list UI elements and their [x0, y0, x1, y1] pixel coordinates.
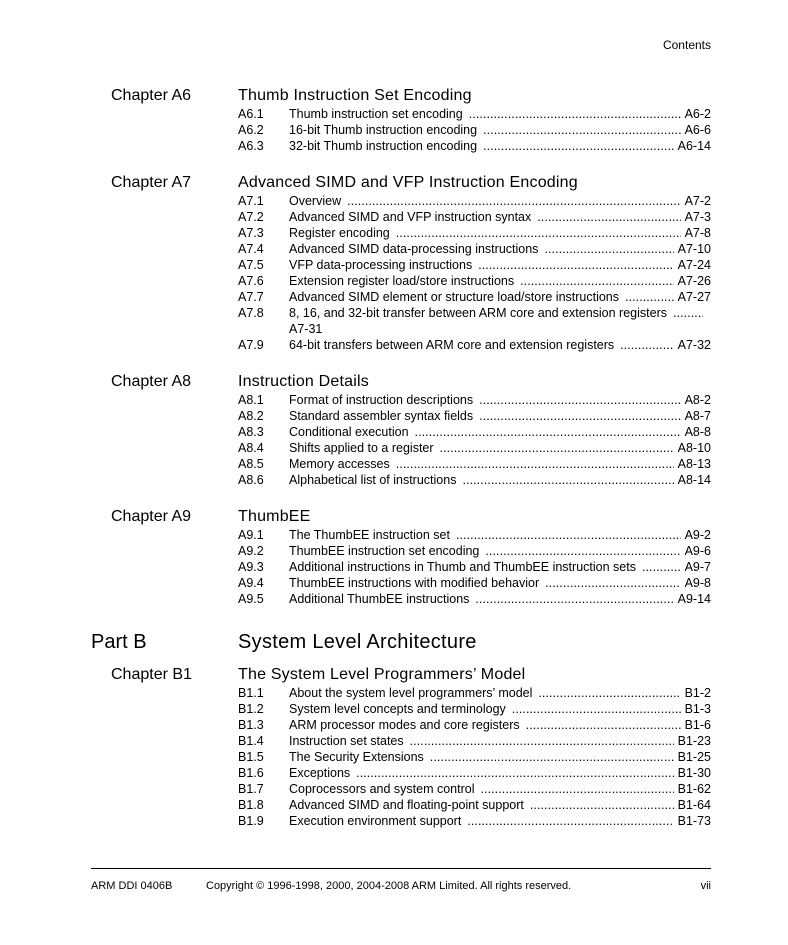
- section-number: B1.3: [238, 718, 264, 732]
- leader-dots: [673, 305, 703, 321]
- section-title[interactable]: 8, 16, and 32-bit transfer between ARM core and extension registers: [289, 306, 667, 320]
- entry-body: [289, 193, 711, 209]
- leader-dots: [544, 241, 673, 257]
- toc-entry[interactable]: [238, 440, 711, 456]
- section-title[interactable]: Standard assembler syntax fields: [289, 409, 474, 423]
- toc-entry[interactable]: [238, 456, 711, 472]
- section-title[interactable]: The Security Extensions: [289, 750, 424, 764]
- section-title[interactable]: Coprocessors and system control: [289, 782, 475, 796]
- page-reference[interactable]: A9-14: [677, 592, 711, 606]
- leader-dots: [483, 122, 681, 138]
- section-number: A9.5: [238, 592, 264, 606]
- page-reference[interactable]: A8-14: [677, 473, 711, 487]
- chapter-title[interactable]: Advanced SIMD and VFP Instruction Encoding: [238, 174, 578, 191]
- toc-entry-list: [238, 527, 711, 607]
- section-title[interactable]: Exceptions: [289, 766, 351, 780]
- toc-entry[interactable]: [238, 765, 711, 781]
- section-title[interactable]: Register encoding: [289, 226, 390, 240]
- part-title[interactable]: System Level Architecture: [238, 631, 477, 653]
- page-reference[interactable]: B1-30: [677, 766, 711, 780]
- entry-body: [289, 765, 711, 781]
- page-reference[interactable]: A6-14: [677, 139, 711, 153]
- leader-dots: [479, 392, 680, 408]
- leader-dots: [537, 209, 680, 225]
- leader-dots: [475, 591, 673, 607]
- leader-dots: [396, 225, 681, 241]
- section-number: A9.2: [238, 544, 264, 558]
- leader-dots: [520, 273, 674, 289]
- leader-dots: [469, 106, 681, 122]
- section-title[interactable]: VFP data-processing instructions: [289, 258, 473, 272]
- entry-body: [289, 305, 711, 337]
- section-title[interactable]: 16-bit Thumb instruction encoding: [289, 123, 478, 137]
- chapter-title[interactable]: Thumb Instruction Set Encoding: [238, 87, 472, 104]
- section-number: A6.3: [238, 139, 264, 153]
- leader-dots: [479, 408, 680, 424]
- section-title[interactable]: ARM processor modes and core registers: [289, 718, 520, 732]
- section-title[interactable]: Memory accesses: [289, 457, 390, 471]
- leader-dots: [485, 543, 680, 559]
- section-number: A7.8: [238, 306, 264, 320]
- entry-body: [289, 424, 711, 440]
- page-reference[interactable]: A7-24: [677, 258, 711, 272]
- page-reference[interactable]: B1-6: [684, 718, 711, 732]
- entry-body: [289, 337, 711, 353]
- chapter-section: [0, 507, 788, 607]
- entry-body: [289, 456, 711, 472]
- section-number: A7.4: [238, 242, 264, 256]
- section-number: A8.2: [238, 409, 264, 423]
- section-title[interactable]: Advanced SIMD and VFP instruction syntax: [289, 210, 532, 224]
- entry-line: [289, 305, 711, 321]
- toc-entry[interactable]: [238, 337, 711, 353]
- toc-entry[interactable]: [238, 138, 711, 154]
- page-reference[interactable]: A9-2: [684, 528, 711, 542]
- entry-body: [289, 289, 711, 305]
- page-reference[interactable]: A7-27: [677, 290, 711, 304]
- page-reference[interactable]: B1-23: [677, 734, 711, 748]
- leader-dots: [512, 701, 681, 717]
- entry-body: [289, 527, 711, 543]
- toc-entry[interactable]: [238, 749, 711, 765]
- page-reference[interactable]: A8-13: [677, 457, 711, 471]
- toc-entry[interactable]: [238, 527, 711, 543]
- entry-body: [289, 543, 711, 559]
- toc-entry[interactable]: [238, 701, 711, 717]
- page-reference[interactable]: B1-3: [684, 702, 711, 716]
- leader-dots: [545, 575, 680, 591]
- toc-entry[interactable]: [238, 543, 711, 559]
- section-number: B1.7: [238, 782, 264, 796]
- chapter-label: Chapter A8: [111, 373, 192, 390]
- leader-dots: [410, 733, 674, 749]
- entry-body: [289, 273, 711, 289]
- entry-body: [289, 257, 711, 273]
- chapter-section: [0, 372, 788, 488]
- table-of-contents: [0, 86, 788, 829]
- part-heading: [0, 629, 788, 655]
- section-title[interactable]: Overview: [289, 194, 342, 208]
- chapter-title[interactable]: Instruction Details: [238, 373, 369, 390]
- section-number: A7.6: [238, 274, 264, 288]
- toc-entry[interactable]: [238, 257, 711, 273]
- leader-dots: [396, 456, 674, 472]
- section-title[interactable]: Thumb instruction set encoding: [289, 107, 463, 121]
- section-title[interactable]: ThumbEE instruction set encoding: [289, 544, 480, 558]
- toc-entry-list: [238, 685, 711, 829]
- entry-body: [289, 591, 711, 607]
- section-number: B1.4: [238, 734, 264, 748]
- entry-body: [289, 813, 711, 829]
- leader-dots: [356, 765, 673, 781]
- leader-dots: [538, 685, 680, 701]
- toc-entry[interactable]: [238, 392, 711, 408]
- toc-entry[interactable]: [238, 106, 711, 122]
- section-title[interactable]: Instruction set states: [289, 734, 404, 748]
- section-title[interactable]: Advanced SIMD element or structure load/store instructions: [289, 290, 620, 304]
- page-reference[interactable]: A8-8: [684, 425, 711, 439]
- entry-body: [289, 440, 711, 456]
- toc-entry[interactable]: [238, 717, 711, 733]
- entry-body: [289, 575, 711, 591]
- toc-entry[interactable]: [238, 685, 711, 701]
- leader-dots: [642, 559, 681, 575]
- section-number: A8.1: [238, 393, 264, 407]
- entry-body: [289, 392, 711, 408]
- toc-entry[interactable]: [238, 193, 711, 209]
- leader-dots: [481, 781, 674, 797]
- part-label: Part B: [91, 631, 147, 653]
- section-title[interactable]: Advanced SIMD and floating-point support: [289, 798, 524, 812]
- page-reference[interactable]: A9-8: [684, 576, 711, 590]
- section-number: B1.8: [238, 798, 264, 812]
- section-title[interactable]: System level concepts and terminology: [289, 702, 506, 716]
- section-number: A6.2: [238, 123, 264, 137]
- toc-entry[interactable]: [238, 591, 711, 607]
- entry-body: [289, 106, 711, 122]
- running-header: Contents: [662, 38, 711, 52]
- entry-line: [289, 321, 711, 337]
- footer-divider: [91, 868, 711, 869]
- document-id: ARM DDI 0406B: [91, 880, 173, 892]
- page-footer: [91, 880, 711, 892]
- entry-body: [289, 122, 711, 138]
- entry-body: [289, 408, 711, 424]
- entry-body: [289, 209, 711, 225]
- leader-dots: [415, 424, 681, 440]
- toc-entry[interactable]: [238, 289, 711, 305]
- page-reference[interactable]: A8-7: [684, 409, 711, 423]
- entry-body: [289, 781, 711, 797]
- section-title[interactable]: The ThumbEE instruction set: [289, 528, 450, 542]
- section-title[interactable]: 64-bit transfers between ARM core and extension registers: [289, 338, 615, 352]
- section-number: A8.5: [238, 457, 264, 471]
- leader-dots: [625, 289, 674, 305]
- chapter-section: [0, 665, 788, 829]
- page-reference[interactable]: A7-8: [684, 226, 711, 240]
- chapter-title[interactable]: The System Level Programmers’ Model: [238, 666, 526, 683]
- leader-dots: [456, 527, 681, 543]
- page-reference[interactable]: A7-3: [684, 210, 711, 224]
- leader-dots: [620, 337, 673, 353]
- page-reference[interactable]: A7-2: [684, 194, 711, 208]
- chapter-section: [0, 86, 788, 154]
- toc-entry[interactable]: [238, 225, 711, 241]
- toc-entry[interactable]: [238, 209, 711, 225]
- section-number: A7.9: [238, 338, 264, 352]
- copyright-notice: Copyright © 1996-1998, 2000, 2004-2008 ARM Limited. All rights reserved.: [206, 880, 572, 892]
- section-number: B1.5: [238, 750, 264, 764]
- chapter-label: Chapter A9: [111, 508, 192, 525]
- section-title[interactable]: Extension register load/store instructions: [289, 274, 515, 288]
- section-number: A7.3: [238, 226, 264, 240]
- page-reference[interactable]: A6-6: [684, 123, 711, 137]
- page-reference[interactable]: A9-6: [684, 544, 711, 558]
- section-number: A7.7: [238, 290, 264, 304]
- leader-dots: [347, 193, 681, 209]
- entry-body: [289, 241, 711, 257]
- leader-dots: [462, 472, 673, 488]
- chapter-label: Chapter B1: [111, 666, 192, 683]
- page-reference[interactable]: A7-26: [677, 274, 711, 288]
- page-reference[interactable]: B1-25: [677, 750, 711, 764]
- chapter-label: Chapter A7: [111, 174, 192, 191]
- page-reference[interactable]: A9-7: [684, 560, 711, 574]
- toc-entry[interactable]: [238, 472, 711, 488]
- entry-body: [289, 701, 711, 717]
- page-reference[interactable]: B1-64: [677, 798, 711, 812]
- section-number: B1.6: [238, 766, 264, 780]
- leader-dots: [478, 257, 673, 273]
- chapter-label: Chapter A6: [111, 87, 192, 104]
- section-title[interactable]: Execution environment support: [289, 814, 462, 828]
- entry-body: [289, 749, 711, 765]
- section-number: A7.1: [238, 194, 264, 208]
- section-number: B1.1: [238, 686, 264, 700]
- page-reference[interactable]: A7-32: [677, 338, 711, 352]
- page-reference[interactable]: B1-2: [684, 686, 711, 700]
- section-title[interactable]: Shifts applied to a register: [289, 441, 434, 455]
- section-number: A9.4: [238, 576, 264, 590]
- entry-body: [289, 717, 711, 733]
- leader-dots: [467, 813, 673, 829]
- entry-body: [289, 733, 711, 749]
- section-number: A9.3: [238, 560, 264, 574]
- toc-entry-list: [238, 193, 711, 353]
- page-reference[interactable]: A6-2: [684, 107, 711, 121]
- toc-entry-list: [238, 106, 711, 154]
- toc-entry[interactable]: [238, 305, 711, 337]
- section-title[interactable]: 32-bit Thumb instruction encoding: [289, 139, 478, 153]
- toc-entry[interactable]: [238, 575, 711, 591]
- section-title[interactable]: Additional ThumbEE instructions: [289, 592, 470, 606]
- entry-body: [289, 559, 711, 575]
- toc-entry[interactable]: [238, 781, 711, 797]
- leader-dots: [526, 717, 681, 733]
- toc-entry[interactable]: [238, 797, 711, 813]
- toc-entry[interactable]: [238, 273, 711, 289]
- leader-dots: [430, 749, 674, 765]
- section-number: A7.5: [238, 258, 264, 272]
- toc-entry[interactable]: [238, 408, 711, 424]
- section-title[interactable]: ThumbEE instructions with modified behavior: [289, 576, 540, 590]
- section-number: A9.1: [238, 528, 264, 542]
- toc-entry[interactable]: [238, 813, 711, 829]
- page-reference[interactable]: A8-10: [677, 441, 711, 455]
- toc-entry[interactable]: [238, 424, 711, 440]
- section-title[interactable]: Alphabetical list of instructions: [289, 473, 457, 487]
- entry-body: [289, 685, 711, 701]
- section-title[interactable]: About the system level programmers’ model: [289, 686, 533, 700]
- entry-body: [289, 225, 711, 241]
- section-number: B1.9: [238, 814, 264, 828]
- section-number: A8.6: [238, 473, 264, 487]
- section-title[interactable]: Conditional execution: [289, 425, 409, 439]
- section-title[interactable]: Format of instruction descriptions: [289, 393, 474, 407]
- section-number: A6.1: [238, 107, 264, 121]
- page-reference[interactable]: B1-62: [677, 782, 711, 796]
- section-number: A8.4: [238, 441, 264, 455]
- page-reference[interactable]: A7-31: [289, 322, 323, 336]
- entry-body: [289, 472, 711, 488]
- toc-entry[interactable]: [238, 559, 711, 575]
- entry-body: [289, 797, 711, 813]
- chapter-title[interactable]: ThumbEE: [238, 508, 311, 525]
- leader-dots: [530, 797, 674, 813]
- section-number: B1.2: [238, 702, 264, 716]
- toc-entry[interactable]: [238, 122, 711, 138]
- entry-body: [289, 138, 711, 154]
- toc-entry-list: [238, 392, 711, 488]
- section-number: A7.2: [238, 210, 264, 224]
- toc-entry[interactable]: [238, 241, 711, 257]
- page-reference[interactable]: B1-73: [677, 814, 711, 828]
- page-reference[interactable]: A8-2: [684, 393, 711, 407]
- leader-dots: [440, 440, 674, 456]
- toc-entry[interactable]: [238, 733, 711, 749]
- chapter-section: [0, 173, 788, 353]
- page-number: vii: [700, 880, 711, 892]
- section-title[interactable]: Additional instructions in Thumb and ThumbEE instruction sets: [289, 560, 636, 574]
- section-title[interactable]: Advanced SIMD data-processing instructions: [289, 242, 539, 256]
- section-number: A8.3: [238, 425, 264, 439]
- page-reference[interactable]: A7-10: [677, 242, 711, 256]
- leader-dots: [483, 138, 674, 154]
